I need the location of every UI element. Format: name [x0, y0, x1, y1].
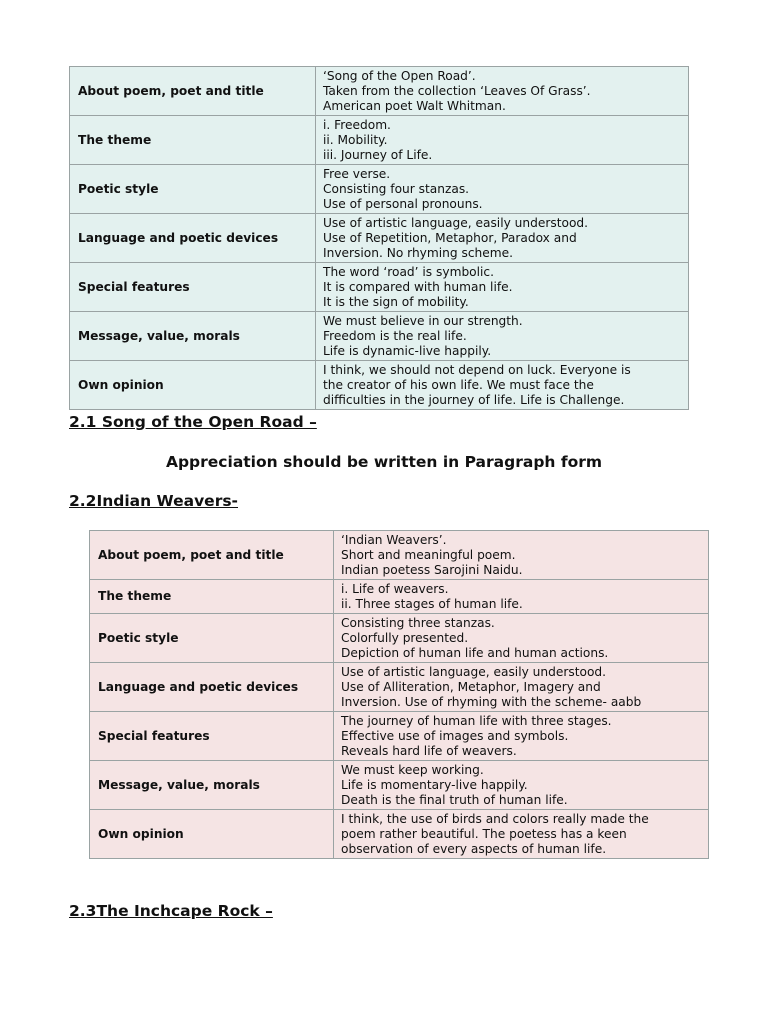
section-heading-2-3: 2.3The Inchcape Rock –: [69, 902, 273, 920]
table-row: [70, 361, 689, 410]
row-value: [316, 361, 689, 410]
value-line: We must believe in our strength.: [323, 313, 523, 328]
value-line: ‘Indian Weavers’.: [341, 532, 447, 547]
value-line: The word ‘road’ is symbolic.: [323, 264, 494, 279]
row-label: Language and poetic devices: [70, 214, 316, 263]
row-label: Poetic style: [90, 614, 334, 663]
row-value: [334, 712, 709, 761]
row-label: About poem, poet and title: [90, 531, 334, 580]
value-line: Inversion. No rhyming scheme.: [323, 245, 513, 260]
row-value: [334, 663, 709, 712]
table-row: [70, 116, 689, 165]
table-row: [90, 663, 709, 712]
value-line: Consisting three stanzas.: [341, 615, 495, 630]
row-value: [316, 165, 689, 214]
value-line: We must keep working.: [341, 762, 484, 777]
table-row: [70, 67, 689, 116]
row-label: About poem, poet and title: [70, 67, 316, 116]
table-row: [70, 165, 689, 214]
table-row: [70, 263, 689, 312]
value-line: American poet Walt Whitman.: [323, 98, 506, 113]
value-line: I think, the use of birds and colors really made the: [341, 811, 649, 826]
value-line: iii. Journey of Life.: [323, 147, 433, 162]
row-label: The theme: [70, 116, 316, 165]
row-label: Message, value, morals: [70, 312, 316, 361]
row-label: Language and poetic devices: [90, 663, 334, 712]
value-line: the creator of his own life. We must face the: [323, 377, 594, 392]
value-line: Freedom is the real life.: [323, 328, 467, 343]
table-row: [90, 761, 709, 810]
section-heading-2-1: 2.1 Song of the Open Road –: [69, 413, 317, 431]
appreciation-note: Appreciation should be written in Paragraph form: [165, 453, 603, 471]
row-label: Poetic style: [70, 165, 316, 214]
value-line: Depiction of human life and human actions.: [341, 645, 609, 660]
value-line: Taken from the collection ‘Leaves Of Grass’.: [323, 83, 591, 98]
value-line: The journey of human life with three stages.: [341, 713, 612, 728]
value-line: Life is momentary-live happily.: [341, 777, 528, 792]
value-line: Indian poetess Sarojini Naidu.: [341, 562, 523, 577]
value-line: Use of Repetition, Metaphor, Paradox and: [323, 230, 577, 245]
table-row: [70, 312, 689, 361]
value-line: difficulties in the journey of life. Life is Challenge.: [323, 392, 625, 407]
open-road-table: [69, 66, 689, 410]
row-value: [334, 810, 709, 859]
row-value: [316, 214, 689, 263]
table-row: [90, 580, 709, 614]
value-line: i. Life of weavers.: [341, 581, 449, 596]
table-row: [90, 531, 709, 580]
value-line: i. Freedom.: [323, 117, 391, 132]
value-line: Free verse.: [323, 166, 391, 181]
row-label: Special features: [70, 263, 316, 312]
row-value: [316, 67, 689, 116]
value-line: I think, we should not depend on luck. Everyone is: [323, 362, 631, 377]
row-value: [316, 312, 689, 361]
row-value: [334, 580, 709, 614]
value-line: It is compared with human life.: [323, 279, 513, 294]
row-value: [334, 761, 709, 810]
row-label: Message, value, morals: [90, 761, 334, 810]
value-line: Use of Alliteration, Metaphor, Imagery and: [341, 679, 601, 694]
value-line: poem rather beautiful. The poetess has a keen: [341, 826, 627, 841]
value-line: observation of every aspects of human life.: [341, 841, 607, 856]
value-line: Short and meaningful poem.: [341, 547, 516, 562]
row-label: The theme: [90, 580, 334, 614]
table-row: [90, 712, 709, 761]
value-line: Effective use of images and symbols.: [341, 728, 569, 743]
value-line: ii. Three stages of human life.: [341, 596, 523, 611]
table-row: [90, 810, 709, 859]
table-row: [90, 614, 709, 663]
section-heading-2-2: 2.2Indian Weavers-: [69, 492, 238, 510]
value-line: Use of artistic language, easily understood.: [323, 215, 589, 230]
row-value: [316, 116, 689, 165]
row-label: Special features: [90, 712, 334, 761]
value-line: Use of personal pronouns.: [323, 196, 483, 211]
value-line: Colorfully presented.: [341, 630, 469, 645]
value-line: Inversion. Use of rhyming with the scheme- aabb: [341, 694, 642, 709]
value-line: ii. Mobility.: [323, 132, 388, 147]
row-value: [316, 263, 689, 312]
value-line: Use of artistic language, easily understood.: [341, 664, 607, 679]
row-value: [334, 614, 709, 663]
row-label: Own opinion: [70, 361, 316, 410]
table-row: [70, 214, 689, 263]
value-line: It is the sign of mobility.: [323, 294, 469, 309]
indian-weavers-table: [89, 530, 709, 859]
value-line: Consisting four stanzas.: [323, 181, 470, 196]
row-value: [334, 531, 709, 580]
value-line: Reveals hard life of weavers.: [341, 743, 517, 758]
value-line: Life is dynamic-live happily.: [323, 343, 492, 358]
value-line: ‘Song of the Open Road’.: [323, 68, 476, 83]
value-line: Death is the final truth of human life.: [341, 792, 568, 807]
row-label: Own opinion: [90, 810, 334, 859]
